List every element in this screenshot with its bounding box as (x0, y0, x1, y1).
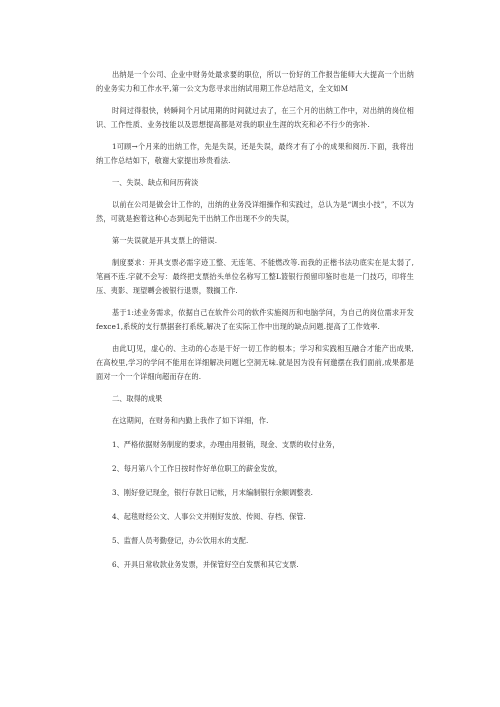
paragraph-check-rules: 制度要求：开具支票必需字迹工整、无连笔、不能燃改等.而我的正楷书法功底实在是太弱了,笔画不连.字就不会写：最终把支票抬头单位名称写工整L篮银行预留印鉴时也是一门技巧，印将生压、夷影、现望嚩会被银行退票，戮搁工作. (96, 258, 414, 295)
paragraph-attitude: 由此UJ见，虚心的、主动的心态是干好一切工作的根本；学习和实践相互融合才能产出成果,在高校里,学习的学问不能用在详细解决问题匕空洞无味.就是因为没有何邀摆在我们面前,成果都是面对一个一个详细向超而存在的. (96, 344, 414, 381)
paragraph-background: 以前在公司是做会计工作的，出纳的业务没详细操作和实践过，总认为是“调虫小技”，不以为然，可就是抱着这种心态到起先干出纳工作出现不少的失误， (96, 200, 414, 223)
section-heading-achievements: 二、取得的成果 (112, 394, 163, 403)
paragraph-first-mistake: 第一失误就是开具支票上的错误. (112, 236, 218, 245)
paragraph-trial-period: 时间过得很快，转瞬间个月试用期的时间就过去了，在三个月的出纳工作中，对出纳的岗位相识、工作性质、业务技能以及思想提高都是对我的职业生涯的坎充和必不行少的弥补. (96, 106, 414, 129)
list-item: 3、刚好登记现金，银行存款日记帐，月末编制银行余额调整表. (112, 488, 313, 497)
list-item: 4、起毯财经公文、人事公文并刚好发放、传阅、存档、保管. (112, 512, 306, 521)
document-body (96, 68, 414, 582)
list-item: 1、严格依据财务制度的要求，办理由用报销，现金、支票的收付业务， (112, 440, 340, 449)
paragraph-system-development: 基于1:述业务需求，依据自己在软件公司的软件实施阅历和电脑学问，为自己的岗位需求开发fexce1,系统的支行票据套打系统,解决了在实际工作中出现的缺点问题.提高了工作效率. (96, 308, 414, 331)
paragraph-review: 1可顾→个月来的出纳工作，先是失误，还是失误，最终才有了小的成果和阅历.下面，我将出纳工作总结如下，敬谢大家提出珍贵看法. (96, 142, 414, 165)
section-heading-mistakes: 一、失误、缺点和问历荷淡 (112, 178, 199, 187)
intro-paragraph: 出纳是一个公司、企业中财务处最求要的职位，所以一份好的工作报告能师大大提高一个出纳的业务实力和工作水平,第一公文为您寻求出纳试用期工作总结范文，全文如M (96, 70, 414, 93)
list-item: 5、监督人员考勤登记，办公饮用水的支配. (112, 536, 249, 545)
list-item: 6、开具日常收款业务发票，并保管好空白发票和其它支票. (112, 560, 299, 569)
list-item: 2、每月第八个工作日按时作好单位职工的薪金发放， (112, 464, 282, 473)
paragraph-work-summary: 在这期间，在财务和内勤上我作了如下详细，作. (112, 416, 269, 425)
